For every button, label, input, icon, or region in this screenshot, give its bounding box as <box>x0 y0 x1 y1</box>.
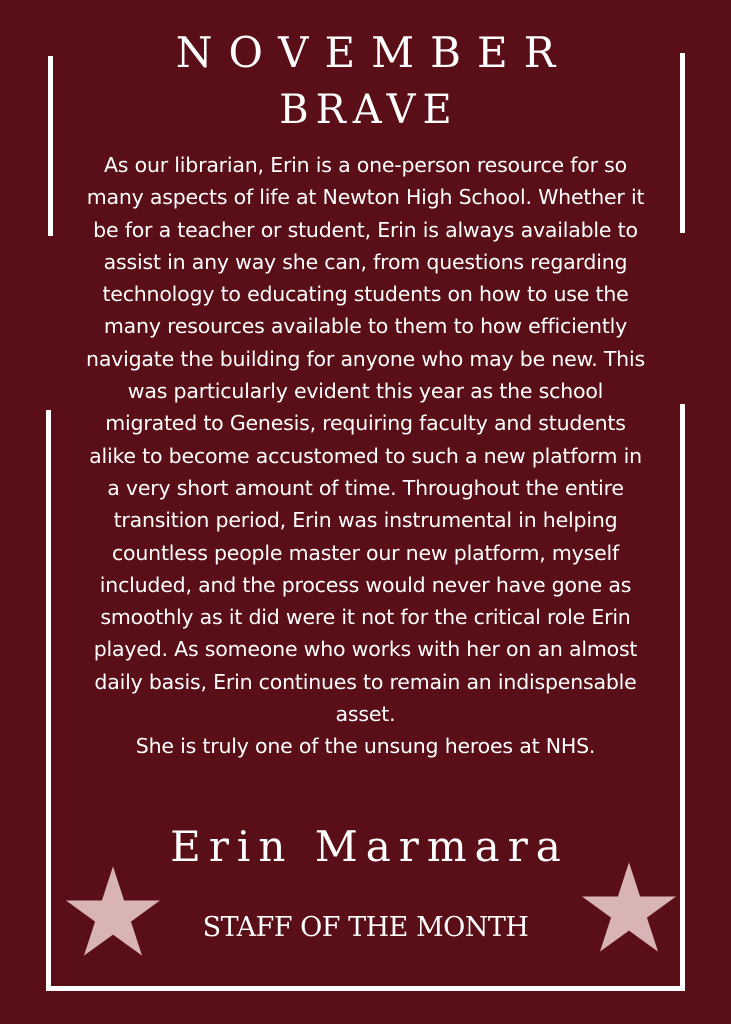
award-title: BRAVE <box>279 87 459 133</box>
month-title: NOVEMBER <box>175 28 572 77</box>
star-icon <box>582 862 676 952</box>
frame-line-left-top <box>48 56 53 236</box>
honoree-name: Erin Marmara <box>170 822 569 871</box>
frame-line-right <box>680 404 685 990</box>
tribute-paragraph: As our librarian, Erin is a one-person resource for so many aspects of life at Newton High School. Whether it be for a teacher or student, Erin is always available to assist in any way she can, from questions regarding technology to educating students on how to use the many resources available to them to how efficiently navigate the building for anyone who may be new. This was particularly evident this year as the school migrated to Genesis, requiring faculty and students alike to become accustomed to such a new platform in a very short amount of time. Throughout the entire transition period, Erin was instrumental in helping countless people master our new platform, myself included, and the process would never have gone as smoothly as it did were it not for the critical role Erin played. As someone who works with her on an almost daily basis, Erin continues to remain an indispensable asset. <box>86 153 645 727</box>
tribute-closing: She is truly one of the unsung heroes at NHS. <box>135 734 596 759</box>
tribute-text <box>85 149 646 763</box>
staff-of-month-label: STAFF OF THE MONTH <box>202 912 529 943</box>
frame-line-left <box>46 410 51 990</box>
frame-line-bottom <box>46 986 685 991</box>
frame-line-right-top <box>680 53 685 233</box>
